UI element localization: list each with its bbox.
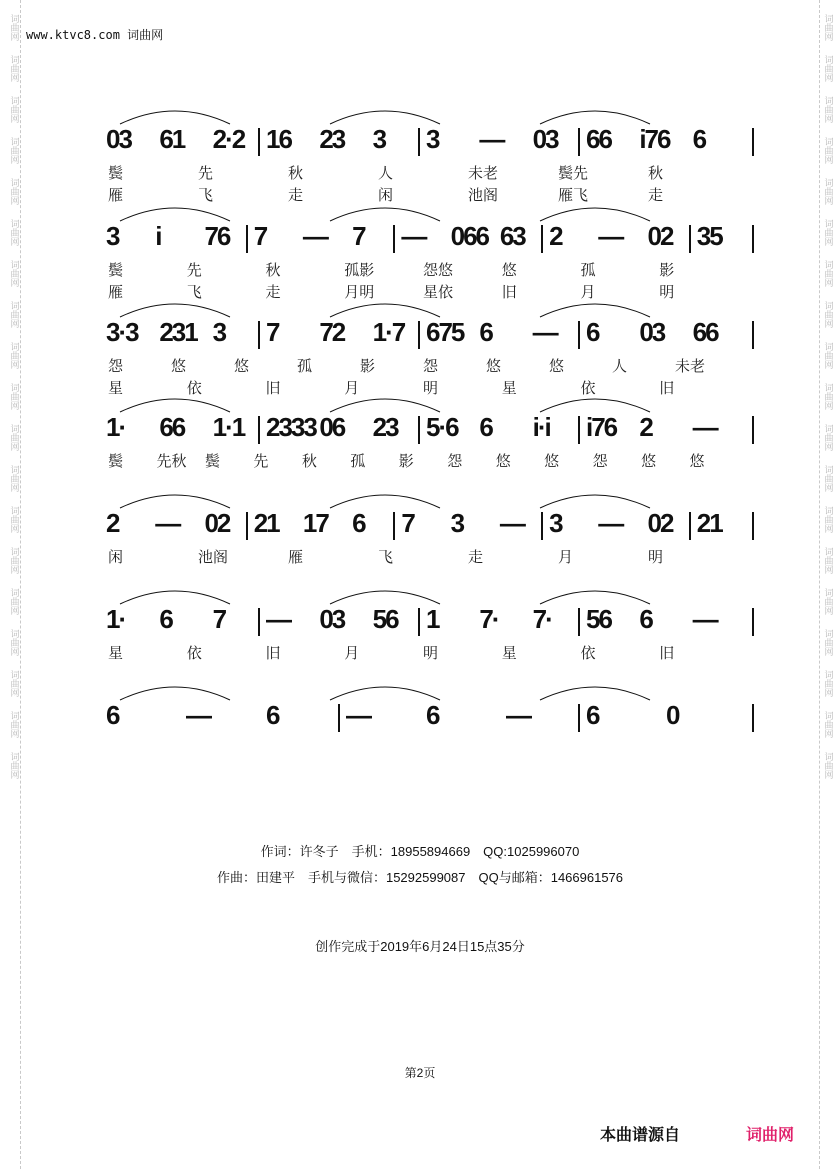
note: 6: [586, 317, 599, 347]
side-watermark-mark: 词曲网: [8, 588, 19, 615]
note: 7: [352, 221, 365, 251]
notes-line: [100, 317, 760, 355]
note: 7: [253, 221, 267, 251]
note: 6: [159, 604, 172, 634]
lyric: 池阁: [198, 548, 229, 566]
lyric: 星: [108, 379, 124, 397]
note: 3: [212, 317, 226, 347]
note: 675: [426, 317, 464, 347]
side-watermark-mark: 词曲网: [8, 506, 19, 533]
note: 66: [586, 124, 611, 154]
barline: [689, 512, 691, 540]
lyric: 走: [265, 283, 281, 301]
lyric-line: [100, 162, 760, 184]
barline: [418, 416, 420, 444]
note: 7: [401, 508, 414, 538]
notes-line: [100, 124, 760, 162]
lyric: 雁: [108, 186, 124, 204]
barline: [246, 512, 248, 540]
lyric-line: [100, 546, 760, 568]
note: 1·7: [372, 317, 405, 347]
note: 03: [106, 124, 131, 154]
lyric: 依: [186, 379, 202, 397]
note: —: [532, 317, 557, 347]
lyric: 怨: [592, 452, 608, 470]
note: 72: [319, 317, 345, 347]
note: 56: [372, 604, 398, 634]
lyric: 雁飞: [558, 186, 589, 204]
slur-arc: [540, 495, 650, 508]
lyric: 未老: [468, 164, 499, 182]
barline: [258, 321, 260, 349]
barline: [578, 608, 580, 636]
side-watermark-mark: 词曲网: [822, 506, 833, 533]
side-watermark-mark: 词曲网: [822, 219, 833, 246]
lyric: 月: [344, 379, 360, 397]
slur-arc: [540, 111, 650, 124]
side-watermark-mark: 词曲网: [822, 383, 833, 410]
slur-arc: [540, 304, 650, 317]
note: 6: [106, 700, 119, 730]
completion-date: 创作完成于2019年6月24日15点35分: [315, 939, 525, 954]
side-watermark-mark: 词曲网: [822, 260, 833, 287]
lyric: 鬓: [108, 452, 124, 470]
barline: [338, 704, 340, 732]
note: —: [499, 508, 524, 538]
lyric: 怨: [447, 452, 463, 470]
notes-line: [100, 412, 760, 450]
note: 23: [372, 412, 398, 442]
side-watermark-mark: 词曲网: [8, 383, 19, 410]
side-watermark-mark: 词曲网: [822, 55, 833, 82]
lyric: 走: [648, 186, 664, 204]
score-row: [100, 700, 760, 738]
note: 3: [426, 124, 439, 154]
barline: [752, 512, 754, 540]
note: 2·2: [212, 124, 245, 154]
lyric: 月明: [344, 283, 375, 301]
lyric: 悠: [544, 452, 560, 470]
composer-credit: 作曲：田建平 手机与微信：15292599087 QQ与邮箱：1466961576: [216, 870, 624, 885]
lyric: 悠: [234, 357, 250, 375]
note: 3: [106, 221, 119, 251]
note: 7: [212, 604, 226, 634]
note: 1·: [106, 412, 126, 442]
note: 5·6: [426, 412, 458, 442]
side-watermark-mark: 词曲网: [8, 629, 19, 656]
note: —: [692, 604, 717, 634]
score-row: [100, 124, 760, 206]
side-watermark-mark: 词曲网: [822, 588, 833, 615]
note: —: [479, 124, 504, 154]
left-watermark-border: [6, 0, 21, 1169]
note: 23: [319, 124, 345, 154]
note: 61: [159, 124, 185, 154]
slur-arc: [330, 208, 440, 221]
note: 1·: [106, 604, 126, 634]
lyric: 影: [659, 261, 675, 279]
lyric: 池阁: [468, 186, 499, 204]
slur-arc: [540, 687, 650, 700]
lyric: 闲: [108, 548, 124, 566]
barline: [393, 512, 395, 540]
lyric: 旧: [265, 379, 281, 397]
note: 66: [692, 317, 718, 347]
notes-line: [100, 604, 760, 642]
score-row: [100, 412, 760, 472]
slur-arc: [330, 399, 440, 412]
right-watermark-border: [819, 0, 834, 1169]
note: 6: [692, 124, 706, 154]
lyric: 走: [288, 186, 304, 204]
lyric: 旧: [501, 283, 517, 301]
side-watermark-mark: 词曲网: [822, 711, 833, 738]
source-brand: 词曲网: [746, 1127, 795, 1144]
lyric: 悠: [486, 357, 502, 375]
side-watermark-mark: 词曲网: [822, 301, 833, 328]
note: 3: [450, 508, 464, 538]
lyric: 鬓: [204, 452, 220, 470]
lyric: 先: [186, 261, 202, 279]
lyric: 影: [360, 357, 376, 375]
side-watermark-mark: 词曲网: [8, 711, 19, 738]
side-watermark-mark: 词曲网: [8, 260, 19, 287]
note: —: [598, 221, 623, 251]
lyric: 鬓: [108, 261, 124, 279]
lyric-line: [100, 450, 760, 472]
lyric: 秋: [265, 261, 281, 279]
note: i: [155, 221, 161, 251]
notes-line: [100, 508, 760, 546]
barline: [578, 128, 580, 156]
lyric: 星: [108, 644, 124, 662]
slur-arc: [540, 591, 650, 604]
lyric: 先秋: [156, 452, 187, 470]
lyric: 怨: [108, 357, 124, 375]
barline: [752, 608, 754, 636]
note: 6: [586, 700, 599, 730]
lyric: 旧: [265, 644, 281, 662]
note: —: [302, 221, 327, 251]
lyric: 月: [344, 644, 360, 662]
lyric: 明: [423, 379, 439, 397]
lyric: 人: [378, 164, 394, 182]
slur-arc: [120, 399, 230, 412]
note: 6: [479, 317, 492, 347]
note: —: [266, 604, 290, 634]
lyric: 悠: [549, 357, 565, 375]
note: 3·3: [106, 317, 138, 347]
barline: [752, 704, 754, 732]
side-watermark-mark: 词曲网: [822, 629, 833, 656]
note: 6: [639, 604, 652, 634]
barline: [752, 225, 754, 253]
side-watermark-mark: 词曲网: [8, 178, 19, 205]
barline: [258, 416, 260, 444]
lyric: 旧: [659, 379, 675, 397]
side-watermark-mark: 词曲网: [8, 55, 19, 82]
note: 2333: [266, 412, 316, 442]
side-watermark-mark: 词曲网: [822, 178, 833, 205]
note: 6: [426, 700, 439, 730]
lyric: 孤: [350, 452, 366, 470]
slur-arc: [330, 111, 440, 124]
barline: [689, 225, 691, 253]
slur-arc: [540, 208, 650, 221]
side-watermark-mark: 词曲网: [8, 547, 19, 574]
barline: [418, 128, 420, 156]
note: i·i: [532, 412, 550, 442]
note: 0: [666, 700, 679, 730]
note: 06: [319, 412, 345, 442]
slur-arc: [330, 495, 440, 508]
note: 16: [266, 124, 291, 154]
note: 21: [253, 508, 279, 538]
side-watermark-mark: 词曲网: [8, 14, 19, 41]
lyric: 未老: [675, 357, 706, 375]
side-watermark-mark: 词曲网: [822, 342, 833, 369]
note: —: [186, 700, 210, 730]
lyric: 星: [501, 644, 517, 662]
slur-arc: [120, 111, 230, 124]
side-watermark-mark: 词曲网: [8, 465, 19, 492]
lyric: 悠: [501, 261, 517, 279]
lyric: 先: [198, 164, 214, 182]
lyric: 明: [648, 548, 664, 566]
lyric: 秋: [301, 452, 317, 470]
lyric: 闲: [378, 186, 394, 204]
note: 7: [266, 317, 279, 347]
note: 231: [159, 317, 197, 347]
note: 7·: [532, 604, 552, 634]
side-watermark-mark: 词曲网: [822, 465, 833, 492]
slur-arc: [330, 687, 440, 700]
note: 56: [586, 604, 611, 634]
lyric: 雁: [288, 548, 304, 566]
note: 03: [319, 604, 345, 634]
score-row: [100, 221, 760, 303]
side-watermark-mark: 词曲网: [8, 301, 19, 328]
barline: [246, 225, 248, 253]
lyric: 孤影: [344, 261, 375, 279]
lyric: 悠: [641, 452, 657, 470]
barline: [418, 608, 420, 636]
note: i76: [639, 124, 670, 154]
slur-arc: [120, 591, 230, 604]
side-watermark-mark: 词曲网: [822, 547, 833, 574]
side-watermark-mark: 词曲网: [8, 137, 19, 164]
note: 6: [352, 508, 365, 538]
side-watermark-mark: 词曲网: [822, 14, 833, 41]
lyric: 秋: [648, 164, 664, 182]
lyric: 飞: [378, 548, 394, 566]
lyric-line: [100, 377, 760, 399]
note: i76: [586, 412, 617, 442]
note: —: [506, 700, 530, 730]
note: 76: [204, 221, 230, 251]
lyric: 悠: [495, 452, 511, 470]
barline: [418, 321, 420, 349]
lyric: 孤: [580, 261, 596, 279]
barline: [541, 225, 543, 253]
barline: [752, 416, 754, 444]
lyric: 孤: [297, 357, 313, 375]
note: 2: [106, 508, 119, 538]
lyric: 月: [580, 283, 596, 301]
slur-arc: [330, 304, 440, 317]
side-watermark-mark: 词曲网: [822, 752, 833, 779]
side-watermark-mark: 词曲网: [8, 670, 19, 697]
lyric: 明: [423, 644, 439, 662]
lyric: 明: [659, 283, 675, 301]
score-row: [100, 508, 760, 568]
side-watermark-mark: 词曲网: [822, 424, 833, 451]
note: 2: [639, 412, 652, 442]
note: 3: [549, 508, 562, 538]
note: 066: [450, 221, 488, 251]
barline: [258, 608, 260, 636]
lyric: 先: [253, 452, 269, 470]
note: 6: [266, 700, 279, 730]
score-row: [100, 604, 760, 664]
barline: [752, 128, 754, 156]
site-header: www.ktvc8.com 词曲网: [26, 28, 164, 42]
lyric: 悠: [171, 357, 187, 375]
lyric: 依: [186, 644, 202, 662]
barline: [578, 321, 580, 349]
note: —: [598, 508, 623, 538]
note: 2: [549, 221, 562, 251]
lyric: 怨: [423, 357, 439, 375]
lyric-line: [100, 184, 760, 206]
slur-arc: [330, 591, 440, 604]
note: 03: [639, 317, 665, 347]
score-row: [100, 317, 760, 399]
lyric: 鬓: [108, 164, 124, 182]
page-number: 第2页: [404, 1066, 436, 1080]
barline: [541, 512, 543, 540]
side-watermark-mark: 词曲网: [8, 342, 19, 369]
side-watermark-mark: 词曲网: [8, 96, 19, 123]
lyric-line: [100, 281, 760, 303]
notes-line: [100, 700, 760, 738]
slur-arc: [120, 687, 230, 700]
lyric: 怨悠: [423, 261, 454, 279]
lyricist-credit: 作词：许冬子 手机：18955894669 QQ:1025996070: [260, 844, 580, 859]
barline: [578, 416, 580, 444]
note: 21: [696, 508, 722, 538]
note: —: [346, 700, 370, 730]
lyric: 走: [468, 548, 484, 566]
lyric: 依: [580, 644, 596, 662]
note: 03: [532, 124, 558, 154]
lyric: 悠: [689, 452, 705, 470]
note: 3: [372, 124, 386, 154]
side-watermark-mark: 词曲网: [8, 219, 19, 246]
note: 63: [499, 221, 525, 251]
note: 6: [479, 412, 492, 442]
lyric: 雁: [108, 283, 124, 301]
side-watermark-mark: 词曲网: [8, 424, 19, 451]
side-watermark-mark: 词曲网: [822, 670, 833, 697]
lyric: 飞: [186, 283, 202, 301]
lyric-line: [100, 355, 760, 377]
lyric: 星依: [423, 283, 454, 301]
lyric: 星: [501, 379, 517, 397]
note: 1: [426, 604, 439, 634]
barline: [258, 128, 260, 156]
note: —: [401, 221, 426, 251]
note: 7·: [479, 604, 499, 634]
barline: [578, 704, 580, 732]
lyric: 鬓先: [558, 164, 589, 182]
note: —: [155, 508, 180, 538]
lyric-line: [100, 642, 760, 664]
note: 02: [204, 508, 230, 538]
side-watermark-mark: 词曲网: [822, 137, 833, 164]
note: —: [692, 412, 717, 442]
side-watermark-mark: 词曲网: [822, 96, 833, 123]
note: 35: [696, 221, 722, 251]
note: 02: [647, 221, 673, 251]
slur-arc: [120, 208, 230, 221]
source-label: 本曲谱源自: [600, 1127, 681, 1144]
slur-arc: [120, 304, 230, 317]
lyric-line: [100, 259, 760, 281]
slur-arc: [120, 495, 230, 508]
barline: [752, 321, 754, 349]
lyric: 月: [558, 548, 574, 566]
lyric: 依: [580, 379, 596, 397]
lyric: 影: [398, 452, 414, 470]
lyric: 飞: [198, 186, 214, 204]
lyric: 秋: [288, 164, 304, 182]
lyric: 人: [612, 357, 628, 375]
note: 02: [647, 508, 673, 538]
slur-arc: [540, 399, 650, 412]
notes-line: [100, 221, 760, 259]
note: 66: [159, 412, 185, 442]
note: 1·1: [212, 412, 245, 442]
note: 17: [302, 508, 328, 538]
barline: [393, 225, 395, 253]
side-watermark-mark: 词曲网: [8, 752, 19, 779]
lyric: 旧: [659, 644, 675, 662]
